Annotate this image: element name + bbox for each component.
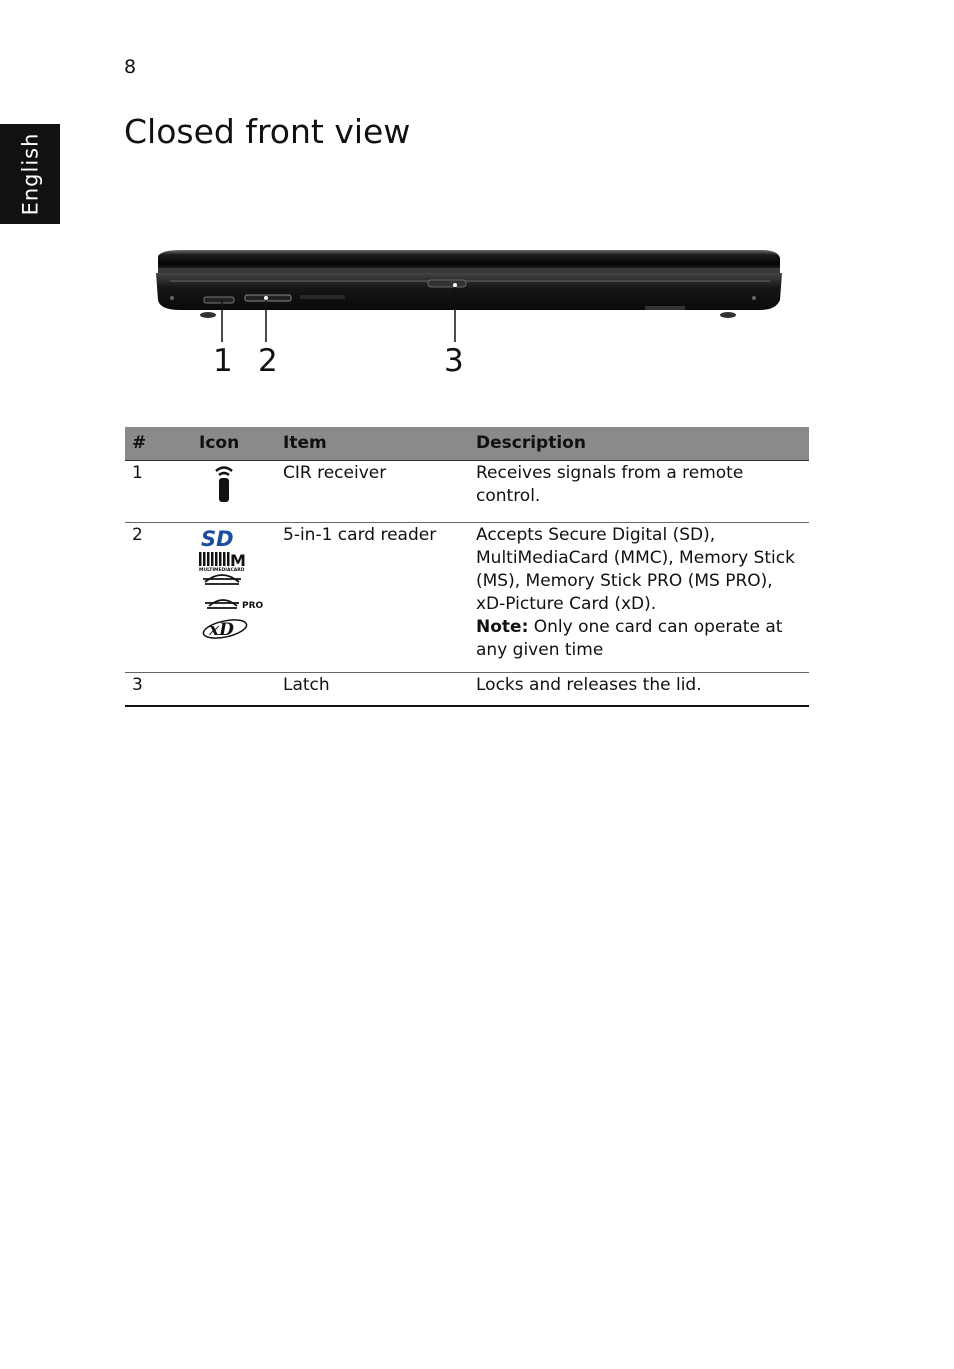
language-tab-label: English (18, 132, 43, 216)
laptop-front-illustration (150, 240, 790, 390)
header-icon: Icon (192, 427, 276, 461)
row-item: 5-in-1 card reader (276, 523, 469, 673)
callout-1: 1 (213, 343, 233, 379)
sd-logo-text: SD (201, 527, 234, 551)
row-icon (192, 461, 276, 523)
row-icon (192, 673, 276, 706)
header-number: # (125, 427, 192, 461)
page-number: 8 (124, 56, 137, 78)
table-row (125, 461, 809, 523)
row-number: 2 (125, 523, 192, 673)
row-icon (192, 523, 276, 673)
mmc-logo-text: MULTIMEDIACARD (199, 568, 245, 573)
row-description: Locks and releases the lid. (469, 673, 809, 706)
row-item: Latch (276, 673, 469, 706)
callout-3: 3 (444, 343, 464, 379)
header-description: Description (469, 427, 809, 461)
language-tab (0, 124, 60, 224)
table-header-row (125, 427, 809, 461)
xd-logo-text: xD (209, 620, 234, 640)
cir-remote-icon (199, 462, 259, 504)
table-row (125, 673, 809, 706)
page-title: Closed front view (124, 112, 411, 151)
row-item: CIR receiver (276, 461, 469, 523)
note-text: Only one card can operate at any given time (476, 617, 783, 660)
row-description-text: Accepts Secure Digital (SD), MultiMediaCard (MMC), Memory Stick (MS), Memory Stick PRO (MS PRO), xD-Picture Card (xD). (476, 525, 795, 614)
row-number: 1 (125, 461, 192, 523)
callout-2: 2 (258, 343, 278, 379)
row-number: 3 (125, 673, 192, 706)
row-description: Receives signals from a remote control. (469, 461, 809, 523)
note-label: Note: (476, 617, 529, 637)
table-row (125, 523, 809, 673)
header-item: Item (276, 427, 469, 461)
mmc-letter-text: M (230, 551, 246, 570)
row-note (476, 616, 802, 662)
row-description (469, 523, 809, 673)
card-reader-logos-icon (199, 524, 265, 644)
component-table (125, 427, 809, 707)
ms-pro-text: PRO (242, 601, 264, 611)
